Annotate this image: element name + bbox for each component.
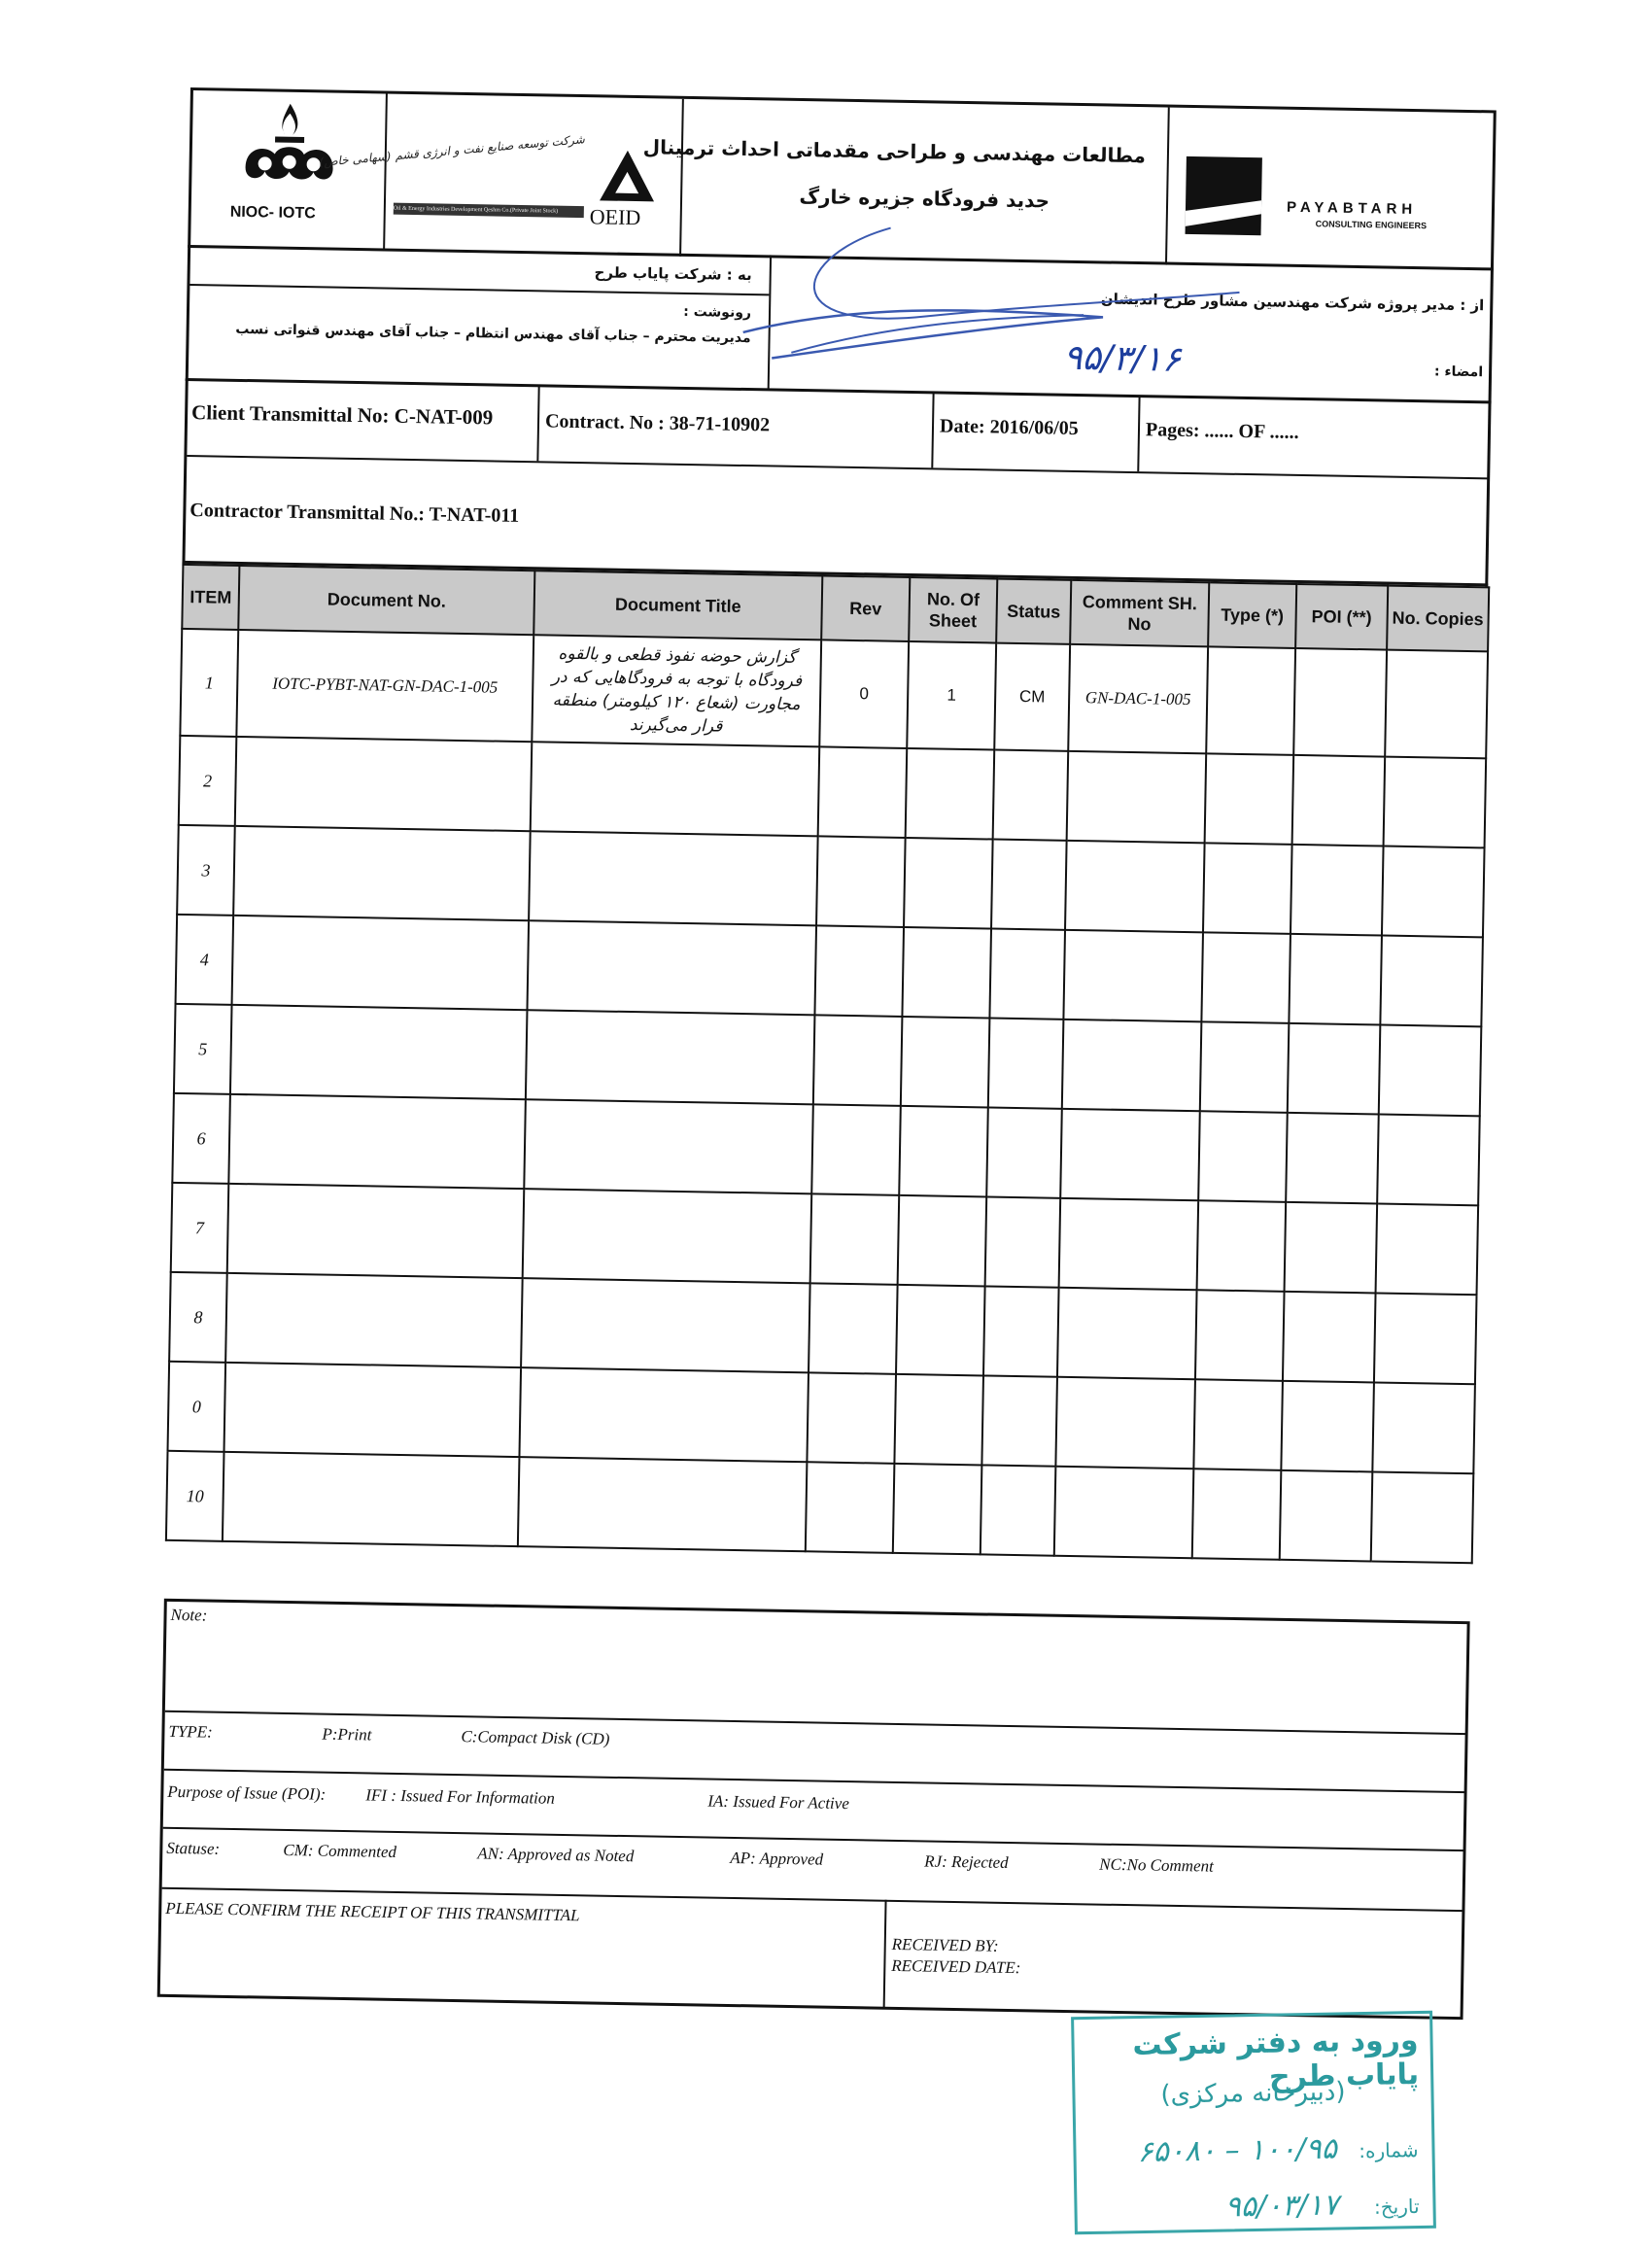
cell-status bbox=[988, 1018, 1064, 1108]
status-ap: AP: Approved bbox=[730, 1848, 824, 1869]
cell-rev bbox=[816, 836, 906, 927]
documents-table bbox=[165, 564, 1490, 1564]
received-date: RECEIVED DATE: bbox=[891, 1955, 1021, 1978]
transmittal-info-box bbox=[182, 379, 1491, 586]
cell-item: 3 bbox=[177, 825, 235, 916]
cell-sheets bbox=[902, 927, 991, 1019]
cell-rev bbox=[813, 1015, 903, 1106]
oeid-name-fa: شرکت توسعه صنایع نفت و انرژی قشم (سهامی خاص) bbox=[318, 132, 586, 170]
cell-copies bbox=[1385, 650, 1488, 759]
cell-copies bbox=[1380, 936, 1483, 1027]
cell-comment bbox=[1060, 1109, 1200, 1200]
col-sheets-header: No. Of Sheet bbox=[909, 577, 997, 643]
stamp-date-label: تاریخ: bbox=[1373, 2195, 1420, 2219]
oeid-abbr: OEID bbox=[589, 204, 641, 230]
cell-status bbox=[983, 1286, 1059, 1376]
stamp-line2: (دبیرخانه مرکزی) bbox=[1160, 2077, 1346, 2110]
cell-rev bbox=[810, 1193, 900, 1285]
cell-type bbox=[1206, 646, 1295, 755]
col-title-header: Document Title bbox=[533, 570, 822, 640]
cell-status bbox=[989, 929, 1065, 1020]
col-comment-header: Comment SH. No bbox=[1070, 580, 1209, 646]
cell-poi bbox=[1292, 755, 1386, 847]
cell-doc-title bbox=[529, 831, 818, 925]
cell-sheets bbox=[906, 748, 995, 840]
cell-copies bbox=[1384, 757, 1487, 848]
cell-doc-no bbox=[225, 1273, 523, 1367]
col-poi-header: POI (**) bbox=[1295, 584, 1388, 650]
cell-comment bbox=[1054, 1467, 1194, 1558]
type-label: TYPE: bbox=[168, 1721, 213, 1742]
cell-copies bbox=[1379, 1025, 1482, 1117]
cell-type bbox=[1205, 753, 1294, 845]
stamp-number-label: شماره: bbox=[1359, 2138, 1419, 2163]
confirm-receipt: PLEASE CONFIRM THE RECEIPT OF THIS TRANSMITTAL bbox=[165, 1898, 580, 1925]
nioc-logo-cell bbox=[190, 90, 388, 251]
stamp-date-value: ۹۵/۰۳/۱۷ bbox=[1224, 2188, 1339, 2225]
cell-poi bbox=[1285, 1202, 1378, 1294]
cell-comment bbox=[1059, 1198, 1199, 1290]
cell-rev bbox=[818, 746, 908, 838]
stamp-number-value: ۱۰۰/۹۵ – ۶۵۰۸۰ bbox=[1137, 2131, 1338, 2170]
cc-text: مدیریت محترم – جناب آقای مهندس انتظام – جناب آقای مهندس قنواتی نسب bbox=[235, 321, 751, 347]
cell-item: 1 bbox=[180, 629, 238, 737]
transmittal-form bbox=[157, 87, 1497, 2021]
cell-doc-title bbox=[521, 1278, 810, 1372]
cell-type bbox=[1197, 1200, 1287, 1292]
stamp-number bbox=[1137, 2130, 1419, 2169]
cell-sheets bbox=[898, 1195, 987, 1287]
cell-sheets bbox=[904, 838, 993, 929]
cell-doc-title bbox=[523, 1189, 812, 1283]
contractor-transmittal bbox=[189, 500, 519, 528]
cell-doc-no bbox=[227, 1184, 525, 1278]
cell-poi bbox=[1289, 934, 1382, 1025]
cell-doc-title bbox=[526, 1010, 815, 1104]
status-cm: CM: Commented bbox=[283, 1840, 397, 1861]
cell-doc-no: IOTC-PYBT-NAT-GN-DAC-1-005 bbox=[236, 630, 533, 742]
cell-rev bbox=[814, 925, 904, 1017]
date-label: Date: bbox=[939, 415, 985, 438]
cell-status bbox=[991, 840, 1067, 930]
cell-copies bbox=[1371, 1471, 1474, 1563]
stamp-date bbox=[1224, 2187, 1419, 2224]
cell-status bbox=[993, 750, 1069, 841]
note-label: Note: bbox=[170, 1605, 208, 1625]
cell-doc-no bbox=[233, 826, 531, 920]
cell-item: 0 bbox=[168, 1362, 226, 1452]
cell-poi bbox=[1281, 1381, 1374, 1472]
poi-ifi: IFI : Issued For Information bbox=[365, 1785, 556, 1808]
cell-rev bbox=[807, 1372, 896, 1464]
cell-item: 8 bbox=[169, 1272, 227, 1363]
addressing-box bbox=[186, 245, 1494, 403]
contract-no bbox=[545, 410, 770, 436]
cell-item: 5 bbox=[174, 1004, 232, 1094]
cell-doc-title bbox=[524, 1099, 813, 1193]
cell-doc-no bbox=[223, 1452, 520, 1546]
nioc-flame-logo-icon bbox=[235, 99, 344, 189]
cell-doc-title: گزارش حوضه نفوذ قطعی و بالقوه فرودگاه با توجه به فرودگاهایی که در مجاورت (شعاع ۱۲۰ کیلومتر) منطقه قرار می‌گیرند bbox=[532, 635, 821, 746]
client-transmittal-no: C-NAT-009 bbox=[394, 403, 494, 430]
receipt-stamp bbox=[1071, 2011, 1436, 2234]
cell-copies bbox=[1376, 1203, 1479, 1295]
cell-poi bbox=[1291, 845, 1384, 936]
cell-comment bbox=[1057, 1288, 1197, 1379]
legend-box bbox=[157, 1599, 1470, 2020]
oeid-name-en: Oil & Energy Industries Development Qeshm Co.(Private Joint Stock) bbox=[394, 203, 584, 218]
cell-type bbox=[1193, 1379, 1283, 1470]
date-value: 2016/06/05 bbox=[989, 416, 1079, 439]
cell-copies bbox=[1372, 1382, 1475, 1473]
stamp-line1: ورود به دفتر شرکت پایاب طرح bbox=[1132, 2023, 1420, 2094]
cell-status bbox=[981, 1375, 1057, 1466]
pages-field: Pages: ...... OF ...... bbox=[1145, 419, 1299, 443]
cell-doc-title bbox=[519, 1367, 809, 1462]
from-field: از : مدیر پروژه شرکت مهندسین مشاور طرح اندیشان bbox=[1100, 290, 1485, 315]
type-cd: C:Compact Disk (CD) bbox=[461, 1727, 610, 1748]
cell-copies bbox=[1382, 847, 1485, 938]
cell-sheets bbox=[899, 1106, 988, 1197]
cell-comment: GN-DAC-1-005 bbox=[1068, 644, 1208, 753]
project-title-line1: مطالعات مهندسی و طراحی مقدماتی احداث ترمینال bbox=[642, 135, 1147, 168]
status-an: AN: Approved as Noted bbox=[477, 1844, 635, 1866]
cell-type bbox=[1192, 1469, 1282, 1560]
cell-item: 6 bbox=[172, 1093, 230, 1184]
cell-comment bbox=[1062, 1020, 1202, 1111]
cell-type bbox=[1198, 1111, 1288, 1202]
poi-label: Purpose of Issue (POI): bbox=[167, 1781, 327, 1804]
cell-item: 2 bbox=[179, 736, 237, 826]
col-type-header: Type (*) bbox=[1208, 582, 1296, 648]
cell-status bbox=[986, 1107, 1062, 1197]
cell-type bbox=[1200, 1021, 1290, 1113]
cell-sheets bbox=[901, 1017, 990, 1108]
cell-doc-no bbox=[235, 737, 533, 831]
cell-copies bbox=[1377, 1115, 1480, 1206]
col-status-header: Status bbox=[996, 579, 1071, 644]
contractor-transmittal-no: T-NAT-011 bbox=[429, 503, 520, 527]
col-docno-header: Document No. bbox=[238, 566, 534, 635]
signature-label: امضاء : bbox=[1433, 363, 1484, 381]
cell-rev bbox=[809, 1283, 898, 1374]
cell-status: CM bbox=[994, 643, 1070, 751]
contract-no-value: 38-71-10902 bbox=[669, 412, 771, 436]
cell-status bbox=[985, 1196, 1061, 1287]
status-nc: NC:No Comment bbox=[1099, 1854, 1214, 1876]
cell-poi bbox=[1293, 648, 1387, 757]
cell-rev bbox=[806, 1462, 895, 1553]
cell-comment bbox=[1065, 841, 1205, 932]
cell-type bbox=[1195, 1290, 1285, 1381]
cell-type bbox=[1203, 843, 1292, 934]
received-by: RECEIVED BY: bbox=[891, 1934, 999, 1955]
cell-poi bbox=[1283, 1292, 1376, 1383]
cell-type bbox=[1201, 932, 1291, 1023]
cell-doc-no bbox=[232, 916, 530, 1010]
cell-rev: 0 bbox=[819, 640, 909, 748]
nioc-logo-text: NIOC- IOTC bbox=[229, 203, 316, 223]
cell-comment bbox=[1063, 930, 1203, 1021]
oeid-logo-cell bbox=[318, 94, 684, 257]
col-copies-header: No. Copies bbox=[1387, 586, 1489, 652]
contract-no-label: Contract. No : bbox=[544, 410, 665, 434]
col-item-header: ITEM bbox=[182, 565, 239, 630]
date-field bbox=[940, 416, 1079, 440]
cell-rev bbox=[811, 1104, 901, 1195]
contractor-transmittal-label: Contractor Transmittal No.: bbox=[189, 500, 426, 526]
cell-doc-no bbox=[224, 1363, 522, 1457]
cell-sheets bbox=[896, 1285, 985, 1376]
cell-poi bbox=[1288, 1023, 1381, 1115]
cell-poi bbox=[1286, 1113, 1379, 1204]
client-transmittal-label: Client Transmittal No: bbox=[190, 400, 390, 428]
cell-doc-title bbox=[527, 920, 816, 1015]
cell-doc-title bbox=[531, 742, 820, 836]
status-rj: RJ: Rejected bbox=[924, 1851, 1009, 1872]
cell-item: 10 bbox=[166, 1451, 224, 1541]
cell-item: 7 bbox=[171, 1183, 229, 1273]
consultant-sub: CONSULTING ENGINEERS bbox=[1315, 219, 1428, 231]
project-title-line2: جدید فرودگاه جزیره خارگ bbox=[799, 184, 1050, 213]
client-transmittal bbox=[191, 400, 494, 430]
cell-sheets bbox=[894, 1374, 983, 1466]
consultant-name: PAYABTARH bbox=[1286, 198, 1418, 219]
handwritten-date: ۹۵/۳/۱۶ bbox=[1062, 337, 1182, 380]
cc-label: رونوشت : bbox=[683, 303, 752, 322]
cell-comment bbox=[1067, 751, 1207, 843]
cell-sheets bbox=[893, 1464, 982, 1555]
col-rev-header: Rev bbox=[821, 575, 910, 641]
to-field: به : شرکت پایاب طرح bbox=[594, 263, 752, 285]
type-print: P:Print bbox=[322, 1724, 372, 1745]
cell-sheets: 1 bbox=[907, 641, 996, 750]
cell-doc-no bbox=[228, 1094, 526, 1189]
cell-copies bbox=[1374, 1293, 1477, 1384]
cell-doc-title bbox=[518, 1457, 808, 1551]
cell-comment bbox=[1055, 1377, 1195, 1469]
cell-poi bbox=[1280, 1470, 1373, 1562]
poi-ia: IA: Issued For Active bbox=[707, 1791, 850, 1814]
status-label: Statuse: bbox=[166, 1838, 221, 1858]
cell-status bbox=[981, 1465, 1056, 1555]
cell-item: 4 bbox=[176, 915, 234, 1005]
cell-doc-no bbox=[230, 1005, 528, 1099]
